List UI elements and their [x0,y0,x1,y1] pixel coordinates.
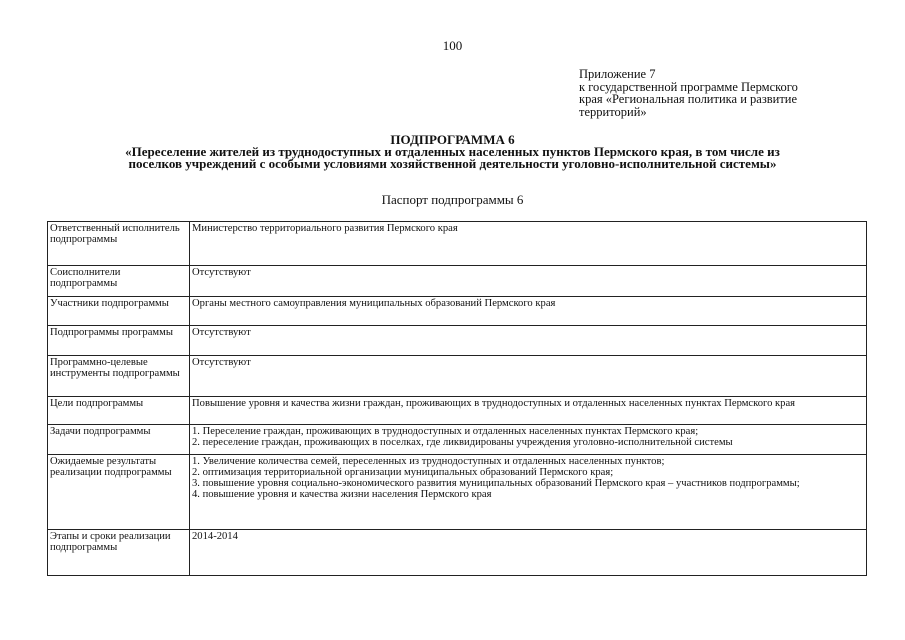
value-line: 2. оптимизация территориальной организации муниципальных образований Пермского края; [192,467,614,478]
row-label: Цели подпрограммы [48,397,190,425]
row-label: Задачи подпрограммы [48,425,190,455]
table-row [48,397,867,425]
row-label: Участники подпрограммы [48,297,190,326]
value-line: 1. Увеличение количества семей, переселенных из труднодоступных и отдаленных населенных пунктов; [192,456,665,467]
table-row [48,222,867,266]
value-line: 4. повышение уровня и качества жизни населения Пермского края [192,489,492,500]
value-line: Органы местного самоуправления муниципальных образований Пермского края [192,298,556,309]
appendix-line-1: Приложение 7 [579,67,656,81]
row-label: Программно-целевые инструменты подпрограммы [48,356,190,397]
table-row [48,356,867,397]
row-label: Соисполнители подпрограммы [48,266,190,297]
row-value [190,425,867,455]
row-value [190,397,867,425]
row-value [190,356,867,397]
value-line: Отсутствуют [192,267,251,278]
page-number: 100 [442,38,463,53]
row-value [190,326,867,356]
appendix-line-3: края «Региональная политика и развитие [579,92,798,106]
row-value [190,297,867,326]
value-line: 3. повышение уровня социально-экономического развития муниципальных образований Пермского края – участников подпрограммы; [192,478,800,489]
value-line: 2. переселение граждан, проживающих в поселках, где ликвидированы учреждения уголовно-исполнительной системы [192,437,733,448]
value-line: Министерство территориального развития Пермского края [192,223,458,234]
row-value [190,455,867,530]
table-row [48,266,867,297]
value-line: 1. Переселение граждан, проживающих в труднодоступных и отдаленных населенных пунктах Пермского края; [192,426,699,437]
row-label: Ожидаемые результаты реализации подпрограммы [48,455,190,530]
row-value [190,266,867,297]
passport-heading: Паспорт подпрограммы 6 [381,192,524,207]
table-row [48,297,867,326]
appendix-line-4: территорий» [579,104,647,119]
row-label: Этапы и сроки реализации подпрограммы [48,530,190,576]
table-row [48,326,867,356]
subprogram-title [20,134,885,170]
row-value [190,530,867,576]
value-line: Отсутствуют [192,357,251,368]
row-label: Ответственный исполнитель подпрограммы [48,222,190,266]
passport-table [47,221,867,576]
appendix-line-2: к государственной программе Пермского [579,79,798,94]
row-value [190,222,867,266]
table-row [48,530,867,576]
row-label: Подпрограммы программы [48,326,190,356]
value-line: 2014-2014 [192,531,238,542]
value-line: Повышение уровня и качества жизни граждан, проживающих в труднодоступных и отдаленных населенных пунктах Пермского края [192,398,796,409]
subprogram-heading: ПОДПРОГРАММА 6 [390,132,515,147]
subprogram-name-line-2: поселков учреждений с особыми условиями хозяйственной деятельности уголовно-исполнительной системы» [128,156,777,171]
appendix-note [579,68,869,118]
subprogram-name-line-1: «Переселение жителей из труднодоступных и отдаленных населенных пунктов Пермского края, в том числе из [125,144,780,159]
table-row [48,455,867,530]
table-row [48,425,867,455]
value-line: Отсутствуют [192,327,251,338]
